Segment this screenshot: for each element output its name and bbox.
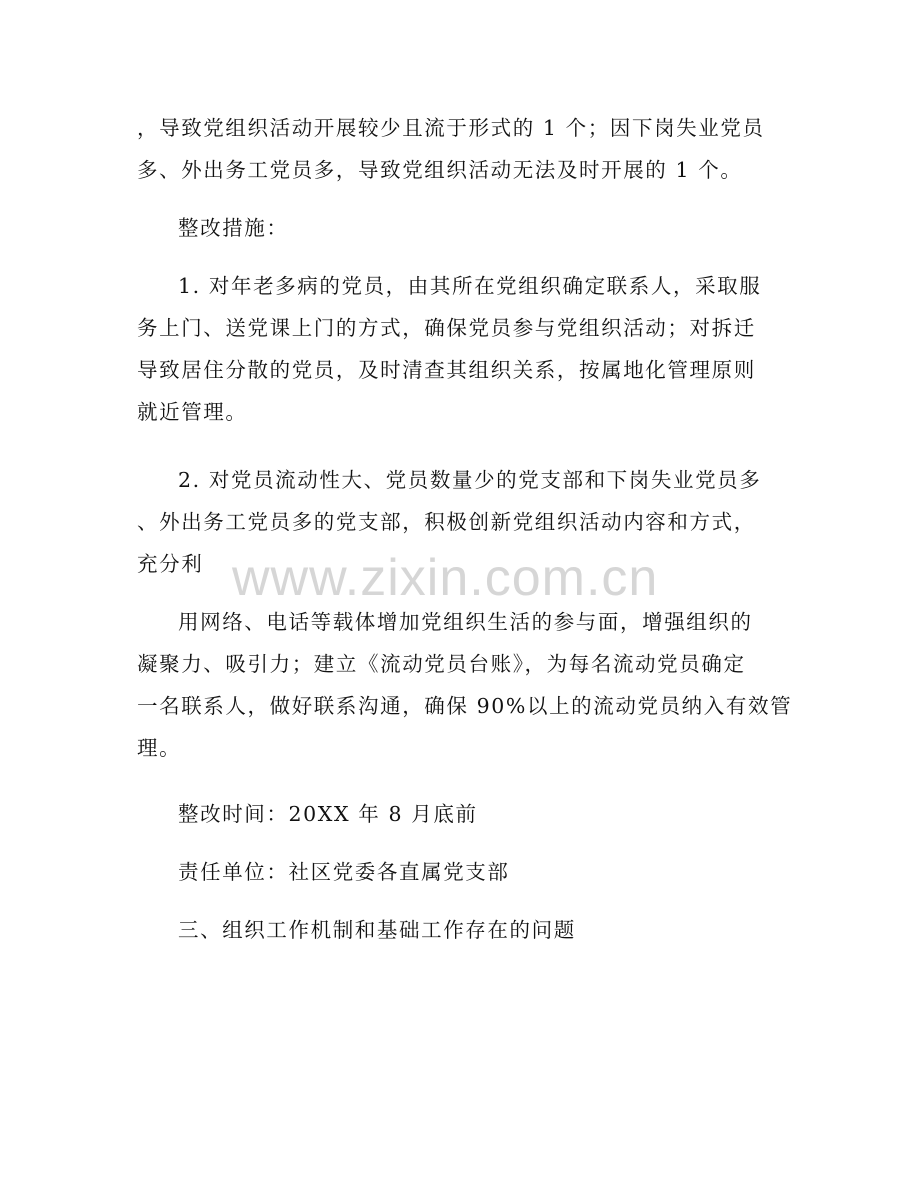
text-line: 凝聚力、吸引力；建立《流动党员台账》，为每名流动党员确定 <box>137 652 746 676</box>
text-line: ，导致党组织活动开展较少且流于形式的 1 个；因下岗失业党员 <box>137 116 765 140</box>
text-line: 理。 <box>137 736 182 760</box>
text-line: 导致居住分散的党员，及时清查其组织关系，按属地化管理原则 <box>137 358 756 382</box>
section-heading: 三、组织工作机制和基础工作存在的问题 <box>178 918 576 942</box>
text-line: 就近管理。 <box>137 400 248 424</box>
section-label: 整改措施： <box>178 216 289 240</box>
text-line: 、外出务工党员多的党支部，积极创新党组织活动内容和方式， <box>137 510 756 534</box>
text-line: 务上门、送党课上门的方式，确保党员参与党组织活动；对拆迁 <box>137 316 756 340</box>
rectification-deadline: 整改时间：20XX 年 8 月底前 <box>178 802 478 826</box>
text-line: 充分利 <box>137 552 204 576</box>
text-line: 2. 对党员流动性大、党员数量少的党支部和下岗失业党员多 <box>178 468 762 492</box>
text-line: 用网络、电话等载体增加党组织生活的参与面，增强组织的 <box>178 610 753 634</box>
text-line: 1. 对年老多病的党员，由其所在党组织确定联系人，采取服 <box>178 274 762 298</box>
text-line: 一名联系人，做好联系沟通，确保 90%以上的流动党员纳入有效管 <box>137 694 793 718</box>
watermark-text: www.zixin.com.cn <box>232 549 659 607</box>
responsible-unit: 责任单位：社区党委各直属党支部 <box>178 860 510 884</box>
text-line: 多、外出务工党员多，导致党组织活动无法及时开展的 1 个。 <box>137 158 743 182</box>
